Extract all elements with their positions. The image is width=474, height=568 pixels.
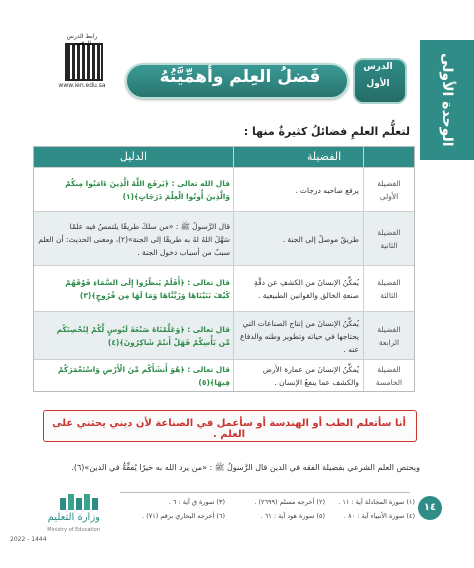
ministry-name: وزارة التعليم: [47, 512, 100, 523]
footnote: (٢) أخرجه مسلم (٢٦٩٩) .: [254, 498, 325, 506]
virtue-text: يُمكِّنُ الإنسانَ من الكشفِ عن دقَّةِ صنعةِ الخالق والقوانين الطبيعية .: [254, 278, 359, 300]
table-row: [34, 167, 414, 212]
virtue-number: الفضيلة الأولى: [377, 179, 401, 201]
virtues-table: [33, 146, 415, 392]
qr-caption: رابط الدرس: [66, 33, 98, 40]
table-row: [34, 265, 414, 312]
header-evidence: الدليل: [34, 147, 233, 167]
virtue-text: يُمكِّنُ الإنسانَ من عمارة الأرض والكشف عما ينفعُ الإنسان .: [262, 365, 359, 387]
virtue-number: الفضيلة الثالثة: [377, 278, 401, 300]
footnote: (٦) أخرجه البخاري برقم (٧١) .: [142, 512, 225, 520]
ministry-subtitle: Ministry of Education: [47, 527, 100, 533]
evidence-text: قال الرَّسولُ ﷺ : «من سلكَ طريقًا يلتمسُ فيه علمًا سَهَّلَ اللهُ لهُ به طريقًا إلى الجنة»(٢)، ومعنى الحديث: أن العلم سببٌ من أسباب دخول الجنة .: [38, 221, 230, 257]
evidence-text: قال تعالى : ﴿أَفَلَمْ يَنظُرُوا إِلَى السَّمَاءِ فَوْقَهُمْ كَيْفَ بَنَيْنَاهَا وَزَيَّنَّاهَا وَمَا لَهَا مِن فُرُوجٍ﴾(٣): [65, 278, 230, 300]
footnote: (٥) سورة هود آية : ٦١ .: [260, 512, 325, 520]
footnote: (٣) سورة ق آية : ٦ .: [168, 498, 225, 506]
evidence-text: قال تعالى : ﴿وَعَلَّمْنَاهُ صَنْعَةَ لَبُوسٍ لَّكُمْ لِتُحْصِنَكُم مِّن بَأْسِكُمْ فَهَلْ أَنتُمْ شَاكِرُونَ﴾(٤): [56, 325, 230, 347]
lesson-badge-word: الدرس: [363, 62, 393, 72]
unit-label: الوحدة الأولى: [439, 53, 455, 147]
edition-year: 2022 - 1444: [10, 536, 47, 543]
qr-url[interactable]: www.ien.edu.sa: [58, 82, 106, 89]
closing-sentence: ويختص العلم الشرعي بفضيلة الفقه في الدين قال الرَّسولُ ﷺ : «من يرد الله به خيرًا يُفقِّهُّ في الدين»(٦).: [71, 463, 420, 472]
virtue-number: الفضيلة الخامسة: [375, 365, 403, 387]
lesson-title: فَضلُ العِلم وأهمِّيَّتُهُ: [159, 67, 321, 87]
footnote: (١) سورة المجادلة آية : ١١ .: [338, 498, 415, 506]
table-row: [34, 359, 414, 392]
ministry-logo-icon: [58, 492, 100, 512]
evidence-text: قال تعالى : ﴿هُوَ أَنشَأَكُم مِّنَ الْأَرْضِ وَاسْتَعْمَرَكُمْ فِيهَا﴾(٥): [58, 365, 230, 387]
table-row: [34, 311, 414, 360]
table-row: [34, 211, 414, 266]
footnote-divider: [120, 492, 410, 493]
header-virtue: الفضيلة: [234, 147, 414, 167]
virtue-text: طريقٌ موصلٌ إلى الجنة .: [282, 234, 359, 244]
column-divider: [363, 147, 364, 391]
highlight-text: أنا سأتعلم الطب أو الهندسة أو سأعمل في الصناعة لأن ديني يحثني على العلم .: [52, 418, 406, 440]
footnote: (٤) سورة الأنبياء آية : ٨٠ .: [344, 512, 415, 520]
virtue-number: الفضيلة الثانية: [377, 228, 401, 250]
intro-text: لتعلُّم العلمِ فضائلُ كثيرةٌ منها :: [243, 125, 410, 138]
virtue-text: يُمكِّنُ الإنسانَ من إنتاج الصناعات التي يحتاجها في حياته وتطوير وطنه والدفاع عنه .: [239, 318, 359, 354]
virtue-text: يرفع صاحبه درجات .: [295, 185, 359, 195]
column-divider: [233, 147, 234, 391]
qr-code-icon[interactable]: [65, 43, 103, 81]
page-number: ١٤: [418, 496, 442, 520]
virtue-number: الفضيلة الرابعة: [377, 325, 401, 347]
evidence-text: قال الله تعالى : ﴿يَرفَعِ اللَّهُ الَّذِينَ ءَامَنُوا مِنكُمْ وَالَّذِينَ أُوتُوا الْعِلْمَ دَرَجَاتٍ﴾(١): [65, 179, 230, 201]
lesson-badge-number: الأول: [366, 79, 390, 89]
